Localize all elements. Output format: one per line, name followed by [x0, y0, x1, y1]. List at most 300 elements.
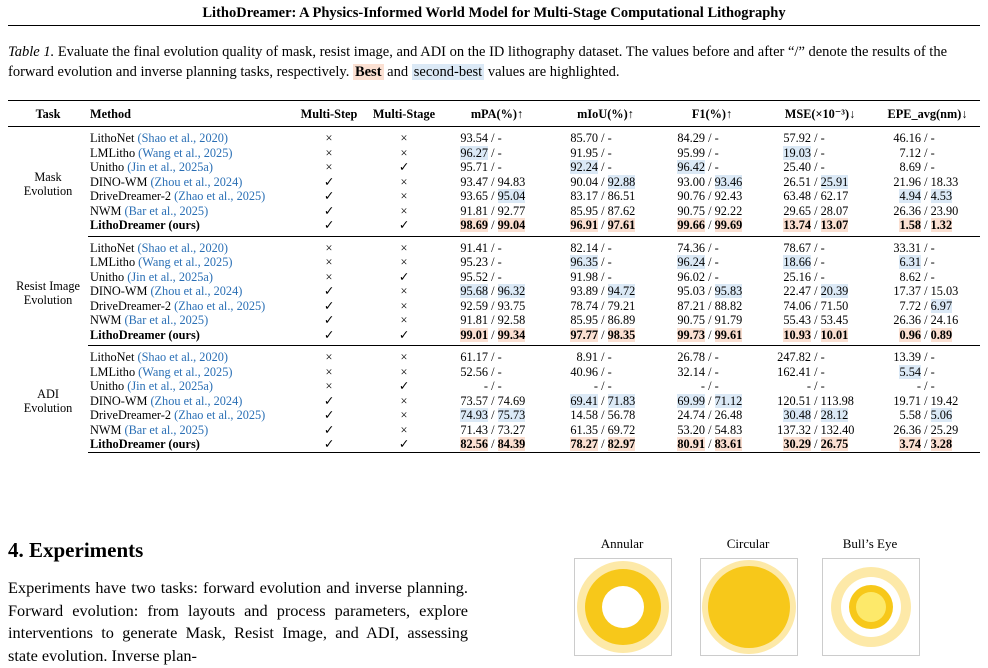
- header-mpa: mPA(%)↑: [442, 101, 552, 127]
- inverse-value: 54.83: [714, 422, 743, 437]
- forward-value: 19.71: [893, 393, 921, 408]
- inverse-value: -: [497, 131, 502, 146]
- figure-label-circular: Circular: [726, 536, 770, 551]
- table-row: [8, 270, 980, 285]
- forward-value: 92.59: [460, 298, 488, 313]
- value-separator: /: [921, 379, 931, 394]
- inverse-value: 86.89: [607, 313, 636, 328]
- metric-cell: [552, 284, 659, 299]
- multi-stage-mark: ✓: [398, 160, 410, 175]
- forward-value: 90.75: [677, 203, 705, 218]
- citation-link[interactable]: (Jin et al., 2025a): [127, 269, 213, 284]
- inverse-value: -: [497, 255, 502, 270]
- method-cell: [88, 346, 292, 365]
- metric-cell: [765, 423, 875, 438]
- citation-link[interactable]: (Zhao et al., 2025): [174, 408, 266, 423]
- forward-value: 1.58: [899, 218, 921, 233]
- multi-step-mark: ✓: [323, 298, 335, 313]
- inverse-value: -: [930, 379, 935, 394]
- inverse-value: 88.82: [714, 298, 743, 313]
- forward-value: 40.96: [570, 364, 598, 379]
- method-name: Unitho: [90, 160, 125, 175]
- value-separator: /: [705, 393, 715, 408]
- value-separator: /: [488, 145, 498, 160]
- value-separator: /: [598, 218, 608, 233]
- value-separator: /: [705, 240, 715, 255]
- metric-cell: [875, 127, 980, 146]
- inverse-value: -: [820, 160, 825, 175]
- forward-value: 8.69: [899, 160, 921, 175]
- forward-value: 26.51: [783, 174, 811, 189]
- task-cell: [8, 127, 88, 237]
- forward-value: 19.03: [783, 145, 811, 160]
- inverse-value: 99.04: [497, 218, 526, 233]
- inverse-value: -: [607, 131, 612, 146]
- multi-stage-mark: ×: [400, 408, 408, 423]
- forward-value: 93.47: [460, 174, 488, 189]
- value-separator: /: [598, 189, 608, 204]
- forward-value: 18.66: [783, 255, 811, 270]
- forward-value: 14.58: [570, 408, 598, 423]
- value-separator: /: [488, 269, 498, 284]
- results-table: [8, 100, 980, 453]
- value-separator: /: [488, 203, 498, 218]
- metric-cell: [442, 189, 552, 204]
- citation-link[interactable]: (Shao et al., 2020): [137, 350, 228, 365]
- value-separator: /: [921, 350, 931, 365]
- value-separator: /: [811, 160, 821, 175]
- method-name: DINO-WM: [90, 284, 148, 299]
- metric-cell: [765, 218, 875, 236]
- method-cell: [88, 328, 292, 346]
- multi-step-mark: ✓: [323, 189, 335, 204]
- metric-cell: [765, 408, 875, 423]
- multi-step-mark: ✓: [323, 393, 335, 408]
- bullseye-image: [823, 559, 919, 655]
- forward-value: 93.00: [677, 174, 705, 189]
- caption-text-1: Evaluate the final evolution quality of mask, resist image, and ADI on the ID lithography dataset. The values before and after “/” denote the results of the forward evolution and inverse planning tasks, respectively.: [8, 44, 948, 80]
- inverse-value: 71.12: [714, 393, 743, 408]
- metric-cell: [442, 175, 552, 190]
- forward-value: 57.92: [783, 131, 811, 146]
- inverse-value: 97.61: [607, 218, 636, 233]
- forward-value: 26.36: [893, 203, 921, 218]
- multi-stage-mark: ×: [400, 284, 408, 299]
- forward-value: 162.41: [777, 364, 811, 379]
- inverse-value: -: [930, 240, 935, 255]
- inverse-value: 132.40: [820, 422, 855, 437]
- metric-cell: [875, 437, 980, 452]
- citation-link[interactable]: (Bar et al., 2025): [124, 203, 209, 218]
- value-separator: /: [811, 379, 821, 394]
- inverse-value: -: [714, 131, 719, 146]
- forward-value: 95.52: [460, 269, 488, 284]
- method-cell: [88, 146, 292, 161]
- forward-value: 71.43: [460, 422, 488, 437]
- forward-value: -: [806, 379, 811, 394]
- forward-value: 25.40: [783, 160, 811, 175]
- value-separator: /: [705, 145, 715, 160]
- forward-value: 33.31: [893, 240, 921, 255]
- multi-stage-mark: ×: [400, 422, 408, 437]
- forward-value: 80.91: [677, 437, 705, 452]
- method-name: DriveDreamer-2: [90, 408, 172, 423]
- metric-cell: [875, 408, 980, 423]
- task-label: ADI: [37, 386, 59, 401]
- metric-cell: [442, 313, 552, 328]
- multi-step-mark: ×: [325, 255, 333, 270]
- metric-cell: [442, 408, 552, 423]
- inverse-value: -: [714, 240, 719, 255]
- forward-value: 96.91: [570, 218, 598, 233]
- inverse-value: 113.98: [820, 393, 854, 408]
- metric-cell: [552, 346, 659, 365]
- value-separator: /: [811, 393, 821, 408]
- header-miou: mIoU(%)↑: [552, 101, 659, 127]
- circular-disk-image: [701, 559, 797, 655]
- value-separator: /: [921, 269, 931, 284]
- inverse-value: -: [714, 255, 719, 270]
- citation-link[interactable]: (Zhao et al., 2025): [174, 298, 266, 313]
- method-name: LithoNet: [90, 131, 135, 146]
- value-separator: /: [598, 131, 608, 146]
- inverse-value: -: [607, 350, 612, 365]
- metric-cell: [552, 189, 659, 204]
- forward-value: 98.69: [460, 218, 488, 233]
- forward-value: 26.78: [677, 350, 705, 365]
- forward-value: 93.89: [570, 284, 598, 299]
- multi-step-mark: ×: [325, 145, 333, 160]
- forward-value: 69.41: [570, 393, 598, 408]
- inverse-value: 19.42: [930, 393, 959, 408]
- metric-cell: [442, 255, 552, 270]
- method-name: LithoDreamer (ours): [90, 218, 200, 233]
- metric-cell: [552, 160, 659, 175]
- forward-value: 13.39: [893, 350, 921, 365]
- forward-value: 21.96: [893, 174, 921, 189]
- inverse-value: 25.91: [820, 174, 849, 189]
- metric-cell: [875, 160, 980, 175]
- metric-cell: [659, 160, 765, 175]
- inverse-value: -: [497, 350, 502, 365]
- method-cell: [88, 313, 292, 328]
- forward-value: 84.29: [677, 131, 705, 146]
- forward-value: 99.01: [460, 327, 488, 342]
- value-separator: /: [921, 313, 931, 328]
- inverse-value: -: [497, 240, 502, 255]
- forward-value: 46.16: [893, 131, 921, 146]
- multi-stage-mark: ×: [400, 255, 408, 270]
- inverse-value: 84.39: [497, 437, 526, 452]
- method-name: LMLitho: [90, 255, 136, 270]
- value-separator: /: [811, 203, 821, 218]
- inverse-value: 28.07: [820, 203, 849, 218]
- metric-cell: [875, 299, 980, 314]
- inverse-value: -: [930, 160, 935, 175]
- metric-cell: [552, 218, 659, 236]
- metric-cell: [659, 175, 765, 190]
- multi-stage-mark: ×: [400, 393, 408, 408]
- value-separator: /: [811, 298, 821, 313]
- illumination-figure: [570, 536, 980, 668]
- inverse-value: -: [714, 379, 719, 394]
- citation-link[interactable]: (Wang et al., 2025): [138, 255, 233, 270]
- inverse-value: -: [607, 379, 612, 394]
- table-row: [8, 365, 980, 380]
- citation-link[interactable]: (Wang et al., 2025): [138, 145, 233, 160]
- value-separator: /: [488, 327, 498, 342]
- metric-cell: [765, 127, 875, 146]
- inverse-value: 95.83: [714, 284, 743, 299]
- citation-link[interactable]: (Jin et al., 2025a): [127, 160, 213, 175]
- value-separator: /: [598, 284, 608, 299]
- value-separator: /: [488, 189, 498, 204]
- metric-cell: [659, 189, 765, 204]
- inverse-value: 75.73: [497, 408, 526, 423]
- metric-cell: [875, 313, 980, 328]
- value-separator: /: [598, 437, 608, 452]
- metric-cell: [552, 299, 659, 314]
- multi-stage-mark: ✓: [366, 437, 442, 452]
- forward-value: 96.02: [677, 269, 705, 284]
- inverse-value: 87.62: [607, 203, 636, 218]
- inverse-value: 96.32: [497, 284, 526, 299]
- inverse-value: 24.16: [930, 313, 959, 328]
- citation-link[interactable]: (Shao et al., 2020): [137, 131, 228, 146]
- table-row: [8, 408, 980, 423]
- forward-value: 91.41: [460, 240, 488, 255]
- metric-cell: [442, 437, 552, 452]
- metric-cell: [552, 328, 659, 346]
- forward-value: 10.93: [783, 327, 811, 342]
- method-cell: [88, 423, 292, 438]
- metric-cell: [552, 270, 659, 285]
- inverse-value: -: [930, 350, 935, 365]
- inverse-value: 92.22: [714, 203, 743, 218]
- value-separator: /: [921, 422, 931, 437]
- citation-link[interactable]: (Zhao et al., 2025): [174, 189, 266, 204]
- header-multi-step: Multi-Step: [292, 101, 366, 127]
- value-separator: /: [705, 422, 715, 437]
- value-separator: /: [488, 218, 498, 233]
- table-row: [8, 218, 980, 236]
- metric-cell: [875, 328, 980, 346]
- forward-value: 95.03: [677, 284, 705, 299]
- metric-cell: [765, 379, 875, 394]
- forward-value: 91.81: [460, 313, 488, 328]
- multi-stage-mark: ✓: [398, 379, 410, 394]
- metric-cell: [659, 365, 765, 380]
- metric-cell: [442, 270, 552, 285]
- header-task: Task: [8, 101, 88, 127]
- inverse-value: 23.90: [930, 203, 959, 218]
- value-separator: /: [705, 189, 715, 204]
- caption-best: Best: [354, 64, 382, 80]
- table-row: [8, 313, 980, 328]
- forward-value: 22.47: [783, 284, 811, 299]
- table-row: [8, 437, 980, 452]
- multi-step-mark: ×: [325, 269, 333, 284]
- value-separator: /: [488, 313, 498, 328]
- inverse-value: 79.21: [607, 298, 636, 313]
- forward-value: 25.16: [783, 269, 811, 284]
- metric-cell: [765, 236, 875, 255]
- metric-cell: [659, 255, 765, 270]
- citation-link[interactable]: (Shao et al., 2020): [137, 240, 228, 255]
- forward-value: 91.95: [570, 145, 598, 160]
- metric-cell: [552, 394, 659, 409]
- inverse-value: -: [820, 145, 825, 160]
- forward-value: 95.71: [460, 160, 488, 175]
- inverse-value: 99.34: [497, 327, 526, 342]
- inverse-value: -: [714, 160, 719, 175]
- citation-link[interactable]: (Zhou et al., 2024): [150, 393, 243, 408]
- value-separator: /: [488, 364, 498, 379]
- metric-cell: [875, 270, 980, 285]
- forward-value: 32.14: [677, 364, 705, 379]
- method-name: NWM: [90, 422, 122, 437]
- value-separator: /: [705, 408, 715, 423]
- metric-cell: [659, 127, 765, 146]
- value-separator: /: [705, 350, 715, 365]
- method-cell: [88, 175, 292, 190]
- forward-value: 26.36: [893, 422, 921, 437]
- method-cell: [88, 189, 292, 204]
- forward-value: 90.04: [570, 174, 598, 189]
- value-separator: /: [705, 284, 715, 299]
- metric-cell: [765, 175, 875, 190]
- value-separator: /: [705, 298, 715, 313]
- table-row: [8, 423, 980, 438]
- inverse-value: -: [930, 131, 935, 146]
- metric-cell: [659, 236, 765, 255]
- metric-cell: [765, 204, 875, 219]
- metric-cell: [875, 175, 980, 190]
- value-separator: /: [598, 364, 608, 379]
- metric-cell: [765, 284, 875, 299]
- table-row: [8, 160, 980, 175]
- table-row: [8, 175, 980, 190]
- citation-link[interactable]: (Zhou et al., 2024): [150, 284, 243, 299]
- forward-value: 99.73: [677, 327, 705, 342]
- value-separator: /: [705, 174, 715, 189]
- citation-link[interactable]: (Zhou et al., 2024): [150, 174, 243, 189]
- metric-cell: [765, 255, 875, 270]
- metric-cell: [875, 423, 980, 438]
- forward-value: 8.91: [576, 350, 598, 365]
- header-method: Method: [88, 101, 292, 127]
- inverse-value: -: [820, 131, 825, 146]
- method-name: NWM: [90, 313, 122, 328]
- citation-link[interactable]: (Bar et al., 2025): [124, 313, 209, 328]
- value-separator: /: [811, 255, 821, 270]
- metric-cell: [875, 236, 980, 255]
- inverse-value: 91.79: [714, 313, 743, 328]
- forward-value: 93.54: [460, 131, 488, 146]
- value-separator: /: [598, 350, 608, 365]
- task-cell: [8, 346, 88, 453]
- inverse-value: -: [497, 269, 502, 284]
- method-cell: [88, 408, 292, 423]
- inverse-value: 62.17: [820, 189, 849, 204]
- metric-cell: [659, 146, 765, 161]
- multi-step-mark: ✓: [323, 174, 335, 189]
- multi-stage-mark: ✓: [398, 269, 410, 284]
- method-cell: [88, 365, 292, 380]
- method-name: DINO-WM: [90, 393, 148, 408]
- forward-value: 74.36: [677, 240, 705, 255]
- forward-value: 61.17: [460, 350, 488, 365]
- value-separator: /: [705, 131, 715, 146]
- value-separator: /: [811, 145, 821, 160]
- multi-step-mark: ✓: [323, 408, 335, 423]
- value-separator: /: [598, 145, 608, 160]
- metric-cell: [442, 236, 552, 255]
- multi-step-mark: ✓: [292, 218, 366, 236]
- forward-value: 96.42: [677, 160, 705, 175]
- metric-cell: [765, 328, 875, 346]
- header-rule: [8, 25, 980, 26]
- metric-cell: [875, 146, 980, 161]
- citation-link[interactable]: (Wang et al., 2025): [138, 364, 233, 379]
- multi-step-mark: ✓: [323, 284, 335, 299]
- inverse-value: -: [820, 379, 825, 394]
- table-row: [8, 328, 980, 346]
- metric-cell: [765, 313, 875, 328]
- task-label: Evolution: [23, 183, 73, 198]
- value-separator: /: [811, 240, 821, 255]
- citation-link[interactable]: (Jin et al., 2025a): [127, 379, 213, 394]
- metric-cell: [875, 204, 980, 219]
- value-separator: /: [488, 174, 498, 189]
- value-separator: /: [488, 350, 498, 365]
- method-name: DriveDreamer-2: [90, 189, 172, 204]
- citation-link[interactable]: (Bar et al., 2025): [124, 422, 209, 437]
- forward-value: 247.82: [777, 350, 811, 365]
- multi-step-mark: ✓: [292, 328, 366, 346]
- metric-cell: [765, 394, 875, 409]
- caption-text-2: values are highlighted.: [487, 64, 620, 80]
- bullseye-source-image: [822, 558, 920, 656]
- inverse-value: 56.78: [607, 408, 636, 423]
- forward-value: 7.12: [899, 145, 921, 160]
- method-cell: [88, 236, 292, 255]
- inverse-value: -: [820, 255, 825, 270]
- inverse-value: -: [820, 364, 825, 379]
- inverse-value: -: [930, 145, 935, 160]
- metric-cell: [442, 394, 552, 409]
- multi-step-mark: ✓: [292, 437, 366, 452]
- caption-label: Table 1.: [8, 44, 55, 60]
- method-name: NWM: [90, 203, 122, 218]
- metric-cell: [442, 379, 552, 394]
- inverse-value: -: [930, 255, 935, 270]
- forward-value: 29.65: [783, 203, 811, 218]
- inverse-value: 95.04: [497, 189, 526, 204]
- metric-cell: [875, 189, 980, 204]
- forward-value: 5.54: [899, 364, 921, 379]
- multi-stage-mark: ×: [400, 189, 408, 204]
- metric-cell: [875, 284, 980, 299]
- value-separator: /: [488, 408, 498, 423]
- value-separator: /: [705, 364, 715, 379]
- value-separator: /: [921, 145, 931, 160]
- annular-source-image: [574, 558, 672, 656]
- metric-cell: [552, 255, 659, 270]
- inverse-value: -: [714, 269, 719, 284]
- forward-value: 74.06: [783, 298, 811, 313]
- metric-cell: [442, 328, 552, 346]
